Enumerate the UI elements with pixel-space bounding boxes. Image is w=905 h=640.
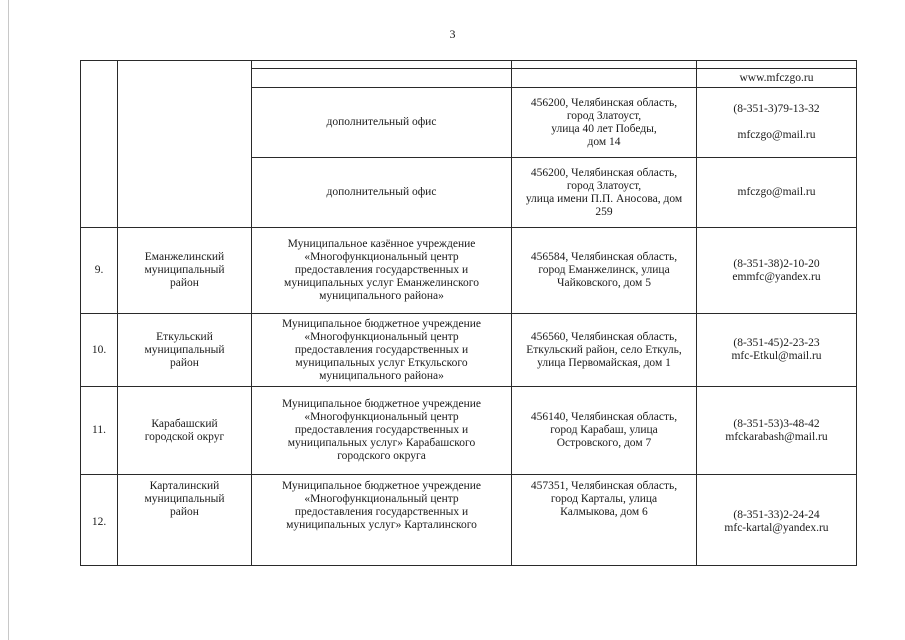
area-line: район [170,356,199,369]
area-cell [118,314,252,387]
address-line: Еткульский район, село Еткуль, [526,343,682,356]
empty-cell [697,61,857,69]
address-line: 456584, Челябинская область, [530,251,678,263]
empty-cell [252,61,512,69]
email-link[interactable]: mfckarabash@mail.ru [725,430,828,443]
office-label: дополнительный офис [326,186,437,198]
address-line: 456200, Челябинская область, [530,166,678,179]
address-cell [512,387,697,475]
area-line: муниципальный [144,264,225,276]
contact-cell [697,475,857,566]
address-line: Калмыкова, дом 6 [560,506,648,518]
organization-line: Муниципальное бюджетное учреждение [281,398,482,410]
address-line: 456200, Челябинская область, [530,96,678,109]
website-cell [697,69,857,88]
address-cell [512,475,697,566]
organization-line: предоставления государственных и [294,424,469,436]
address-line: дом 14 [587,135,621,148]
address-line: улица 40 лет Победы, [551,122,657,135]
page-edge-line [8,0,9,640]
address-cell [512,314,697,387]
empty-cell [252,69,512,88]
office-address-cell [512,158,697,228]
organization-line: предоставления государственных и [294,264,469,276]
organization-line: предоставления государственных и [294,506,469,518]
row-number-cell [81,228,118,314]
table-row-top-strip [81,61,857,69]
continued-number-cell [81,61,118,228]
address-line: 259 [595,205,613,218]
address-line: 456140, Челябинская область, [530,411,678,423]
area-line: Карталинский [149,480,220,492]
row-number: 10. [91,343,107,356]
contact-cell [697,314,857,387]
page-number: 3 [449,27,456,41]
phone-number: (8-351-33)2-24-24 [733,509,820,521]
area-cell [118,475,252,566]
organization-cell [252,475,512,566]
address-line: 457351, Челябинская область, [530,480,678,492]
contact-cell [697,228,857,314]
address-line: город Еманжелинск, улица [538,264,670,276]
organization-line: «Многофункциональный центр [304,493,459,505]
organization-line: муниципального района» [319,369,444,382]
office-contact-cell [697,158,857,228]
email-link[interactable]: mfc-Etkul@mail.ru [731,350,822,362]
organization-line: городского округа [337,450,426,462]
organization-cell [252,387,512,475]
organization-line: Муниципальное казённое учреждение [287,238,476,250]
phone-number: (8-351-45)2-23-23 [733,337,820,349]
area-line: Еманжелинский [144,251,225,263]
area-line: район [170,277,199,289]
row-number: 9. [94,264,104,276]
organization-line: предоставления государственных и [294,343,469,356]
row-number: 11. [92,424,106,436]
row-number-cell [81,387,118,475]
office-label: дополнительный офис [326,116,437,128]
address-line: город Златоуст, [566,109,642,122]
organization-line: муниципальных услуг» Карабашского [287,437,476,449]
mfc-registry-table [80,60,857,566]
area-cell [118,387,252,475]
table-row [81,387,857,475]
office-label-cell [252,158,512,228]
address-line: улица имени П.П. Аносова, дом [525,192,683,205]
area-line: городской округ [144,430,225,443]
table-row [81,228,857,314]
address-line: 456560, Челябинская область, [530,330,678,343]
row-number: 12. [91,515,107,528]
contact-cell [697,387,857,475]
address-line: Чайковского, дом 5 [557,277,651,289]
area-line: Карабашский [151,417,218,430]
email-link[interactable]: emmfc@yandex.ru [732,270,821,283]
table-row [81,314,857,387]
address-line: город Карталы, улица [550,493,658,505]
organization-cell [252,228,512,314]
office-label-cell [252,88,512,158]
area-line: Еткульский [156,330,213,343]
row-number-cell [81,475,118,566]
email-link[interactable]: mfczgo@mail.ru [737,129,816,141]
area-cell [118,228,252,314]
organization-line: «Многофункциональный центр [304,411,459,423]
website-link[interactable]: www.mfczgo.ru [739,71,814,84]
organization-cell [252,314,512,387]
email-link[interactable]: mfczgo@mail.ru [737,186,816,198]
address-line: город Карабаш, улица [550,424,658,436]
phone-number: (8-351-3)79-13-32 [733,103,820,115]
email-link[interactable]: mfc-kartal@yandex.ru [724,522,829,534]
area-line: муниципальный [144,343,225,356]
empty-cell [512,61,697,69]
organization-line: Муниципальное бюджетное учреждение [281,480,482,492]
organization-line: Муниципальное бюджетное учреждение [281,317,482,330]
office-address-cell [512,88,697,158]
office-contact-cell [697,88,857,158]
phone-number: (8-351-53)3-48-42 [733,417,820,430]
address-line: город Златоуст, [566,179,642,192]
continued-area-cell [118,61,252,228]
row-number-cell [81,314,118,387]
area-line: муниципальный [144,493,225,505]
address-line: Островского, дом 7 [556,437,652,449]
organization-line: «Многофункциональный центр [304,251,459,263]
area-line: район [170,506,199,518]
table-row [81,475,857,566]
organization-line: муниципальных услуг» Карталинского [286,519,477,531]
organization-line: муниципальных услуг Еманжелинского [284,277,479,289]
organization-line: «Многофункциональный центр [304,330,459,343]
address-cell [512,228,697,314]
organization-line: муниципального района» [319,290,444,302]
empty-cell [512,69,697,88]
phone-number: (8-351-38)2-10-20 [733,257,820,270]
organization-line: муниципальных услуг Еткульского [295,356,468,369]
address-line: улица Первомайская, дом 1 [537,356,671,369]
